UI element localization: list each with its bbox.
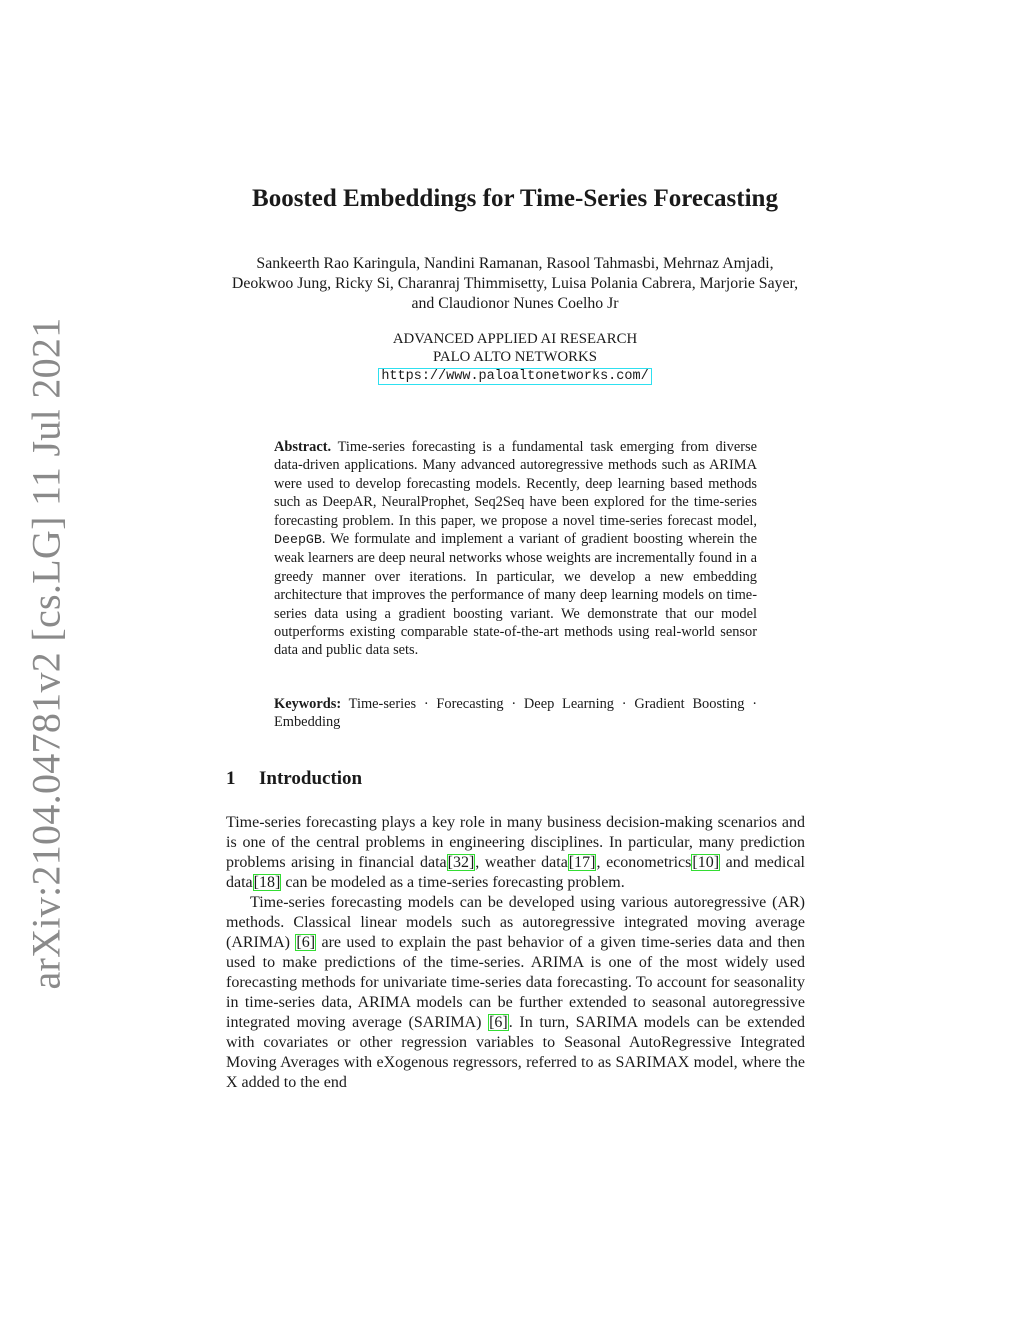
arxiv-side-stamp bbox=[22, 316, 70, 990]
keywords bbox=[274, 695, 757, 732]
section-number: 1 bbox=[226, 768, 236, 789]
section-heading-introduction bbox=[226, 768, 362, 790]
paragraph-text: and medical data bbox=[226, 854, 806, 891]
citation-link[interactable]: [18] bbox=[253, 874, 281, 891]
affiliation-url-link[interactable]: https://www.paloaltonetworks.com/ bbox=[378, 368, 651, 385]
citation-link[interactable]: [32] bbox=[447, 854, 475, 871]
affiliation-company: PALO ALTO NETWORKS bbox=[433, 349, 597, 365]
introduction-body bbox=[226, 813, 805, 1093]
affiliation-block bbox=[330, 330, 700, 385]
model-name: DeepGB bbox=[274, 532, 322, 548]
arxiv-identifier: arXiv:2104.04781v2 [cs.LG] 11 Jul 2021 bbox=[23, 316, 69, 990]
abstract bbox=[274, 438, 757, 660]
abstract-text-part1: Time-series forecasting is a fundamental task emerging from diverse data-driven applications. Many advanced autoregressive methods such as ARIMA were used to develop forecasting models. Recently, deep learning based methods such as DeepAR, NeuralProphet, Seq2Seq have been explored for the time-series forecasting problem. In this paper, we propose a novel time-series forecast model, bbox=[274, 439, 757, 529]
paragraph-text: can be modeled as a time-series forecasting problem. bbox=[281, 874, 625, 891]
paragraph-text: , weather data bbox=[475, 854, 568, 871]
citation-link[interactable]: [6] bbox=[489, 1014, 508, 1031]
paragraph bbox=[226, 813, 805, 893]
paragraph-text: Time-series forecasting plays a key role in many business decision-making scenarios and is one of the central problems in engineering disciplines. In particular, many prediction problems arising in financial data bbox=[226, 814, 805, 871]
citation-link[interactable]: [6] bbox=[296, 934, 316, 951]
author-list: Sankeerth Rao Karingula, Nandini Ramanan, Rasool Tahmasbi, Mehrnaz Amjadi, Deokwoo Jung, Ricky Si, Charanraj Thimmisetty, Luisa Polania Cabrera, Marjorie Sayer, and Claudionor Nunes Coelho Jr bbox=[231, 255, 799, 312]
paragraph bbox=[226, 893, 805, 1093]
citation-link[interactable]: [10] bbox=[692, 854, 720, 871]
section-title: Introduction bbox=[259, 768, 363, 789]
paragraph-text: are used to explain the past behavior of a given time-series data and then used to make predictions of the time-series. ARIMA is one of the most widely used forecasting methods for univariate time-series data forecasting. To account for seasonality in time-series data, ARIMA models can be further extended to seasonal autoregressive integrated moving average (SARIMA) bbox=[226, 934, 805, 1031]
citation-link[interactable]: [17] bbox=[568, 854, 596, 871]
paragraph-text: . In turn, SARIMA models can be extended with covariates or other regression variables to Seasonal AutoRegressive Integrated Moving Averages with eXogenous regressors, referred to as SARIMAX model, where the X added to the end bbox=[226, 1014, 805, 1091]
abstract-text-part2: . We formulate and implement a variant of gradient boosting wherein the weak learners are deep neural networks whose weights are incrementally found in a greedy manner over iterations. In particular, we develop a new embedding architecture that improves the performance of many deep learning models on time-series data using a gradient boosting variant. We demonstrate that our model outperforms existing comparable state-of-the-art methods using real-world sensor data and public data sets. bbox=[274, 531, 757, 659]
affiliation-group: ADVANCED APPLIED AI RESEARCH bbox=[392, 331, 638, 347]
abstract-label: Abstract. bbox=[274, 439, 332, 455]
keywords-text: Time-series · Forecasting · Deep Learning · Gradient Boosting · Embedding bbox=[274, 696, 757, 731]
paragraph-text: Time-series forecasting models can be developed using various autoregressive (AR) methods. Classical linear models such as autoregressive integrated moving average (ARIMA) bbox=[226, 894, 805, 951]
paper-title: Boosted Embeddings for Time-Series Forecasting bbox=[252, 185, 778, 212]
paragraph-text: , econometrics bbox=[596, 854, 692, 871]
keywords-label: Keywords: bbox=[274, 696, 342, 712]
